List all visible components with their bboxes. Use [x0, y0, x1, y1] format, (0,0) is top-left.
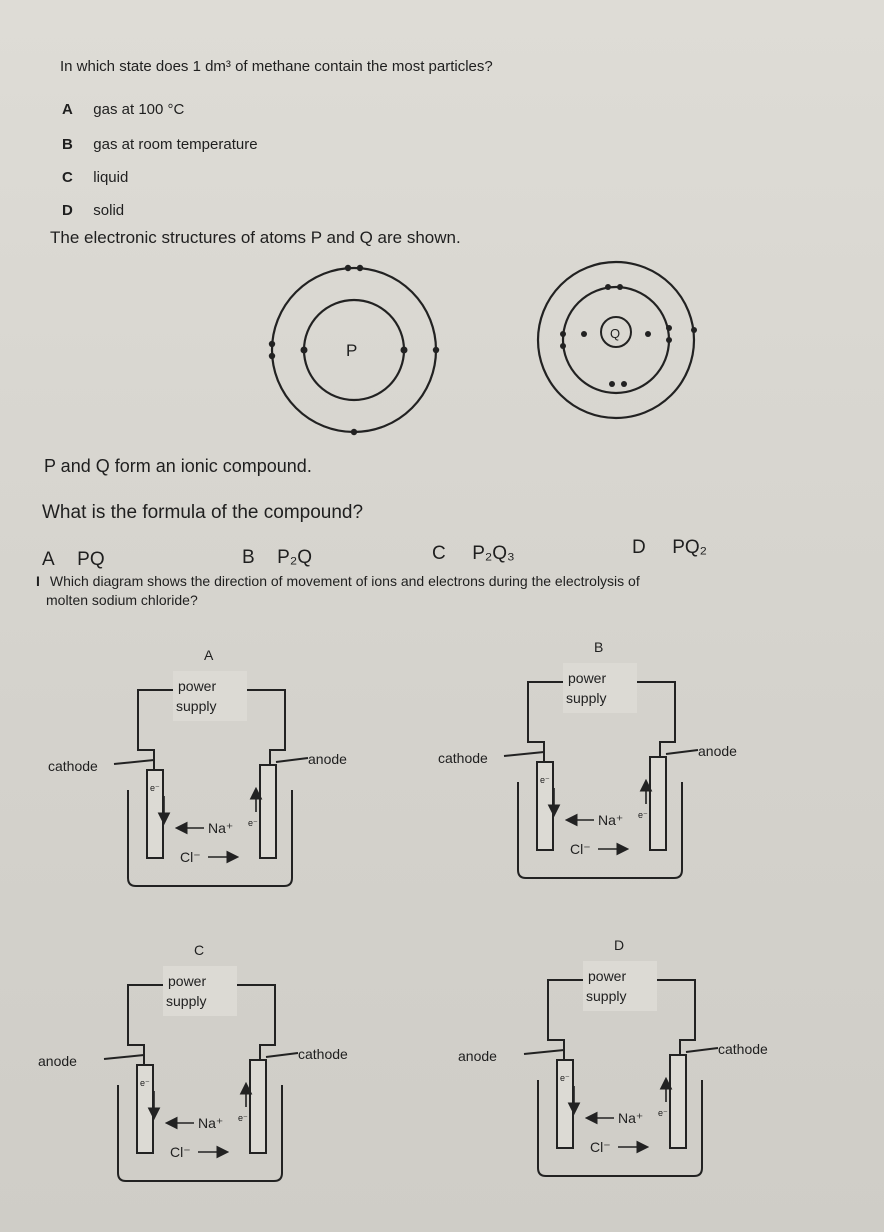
right-electrode-label: cathode [298, 1046, 348, 1062]
atom-p-label: P [346, 341, 358, 360]
right-electrode-label: anode [698, 743, 737, 759]
diagram-letter: D [614, 937, 625, 953]
right-electrode-label: anode [308, 751, 347, 767]
answer-letter: D [632, 537, 646, 558]
chloride-ion-label: Cl⁻ [170, 1144, 191, 1160]
electron-label: e⁻ [540, 775, 550, 785]
electrolysis-stem-line2: molten sodium chloride? [46, 592, 198, 608]
option-text: gas at room temperature [93, 136, 258, 153]
cell-diagram-c [38, 942, 348, 1181]
stem-text: Which diagram shows the direction of movement of ions and electrons during the electrolysis of [49, 573, 640, 589]
answer-text: PQ₂ [672, 537, 708, 558]
diagram-letter: A [204, 647, 214, 663]
option-text: liquid [93, 169, 129, 186]
sodium-ion-label: Na⁺ [208, 820, 234, 836]
left-electrode-label: cathode [438, 750, 488, 766]
option-text: gas at 100 °C [93, 101, 185, 118]
power-label: power [568, 670, 607, 686]
cell-diagram-a [48, 647, 347, 886]
ionic-question: What is the formula of the compound? [42, 502, 364, 523]
supply-label: supply [176, 698, 217, 714]
cell-diagram-b [438, 639, 737, 878]
left-electrode-label: cathode [48, 758, 98, 774]
option-text: solid [93, 202, 125, 219]
methane-question-stem: In which state does 1 dm³ of methane contain the most particles? [60, 58, 493, 75]
diagram-letter: C [194, 942, 205, 958]
electron-label: e⁻ [248, 818, 258, 828]
cell-diagram-d [458, 937, 768, 1176]
ionic-statement: P and Q form an ionic compound. [44, 456, 312, 476]
option-letter: B [62, 136, 73, 153]
electron-label: e⁻ [238, 1113, 248, 1123]
option-letter: A [62, 101, 73, 118]
chloride-ion-label: Cl⁻ [570, 841, 591, 857]
option-letter: C [62, 169, 73, 186]
chloride-ion-label: Cl⁻ [180, 849, 201, 865]
sodium-ion-label: Na⁺ [598, 812, 624, 828]
answer-letter: B [242, 547, 255, 568]
right-electrode-label: cathode [718, 1041, 768, 1057]
electron-label: e⁻ [140, 1078, 150, 1088]
electron-label: e⁻ [658, 1108, 668, 1118]
answer-text: P₂Q₃ [472, 543, 515, 564]
answer-letter: A [42, 549, 55, 570]
supply-label: supply [566, 690, 607, 706]
sodium-ion-label: Na⁺ [198, 1115, 224, 1131]
sodium-ion-label: Na⁺ [618, 1110, 644, 1126]
diagram-letter: B [594, 639, 604, 655]
atom-q-label: Q [610, 326, 621, 341]
answer-text: PQ [77, 549, 105, 570]
electron-label: e⁻ [560, 1073, 570, 1083]
answer-letter: C [432, 543, 446, 564]
chloride-ion-label: Cl⁻ [590, 1139, 611, 1155]
power-label: power [588, 968, 627, 984]
electron-label: e⁻ [638, 810, 648, 820]
left-electrode-label: anode [38, 1053, 77, 1069]
supply-label: supply [586, 988, 627, 1004]
power-label: power [168, 973, 207, 989]
answer-text: P₂Q [277, 547, 312, 568]
left-electrode-label: anode [458, 1048, 497, 1064]
ionic-intro: The electronic structures of atoms P and Q are shown. [50, 228, 461, 247]
question-number: I [36, 573, 40, 589]
electron-label: e⁻ [150, 783, 160, 793]
supply-label: supply [166, 993, 207, 1009]
option-letter: D [62, 202, 73, 219]
power-label: power [178, 678, 217, 694]
